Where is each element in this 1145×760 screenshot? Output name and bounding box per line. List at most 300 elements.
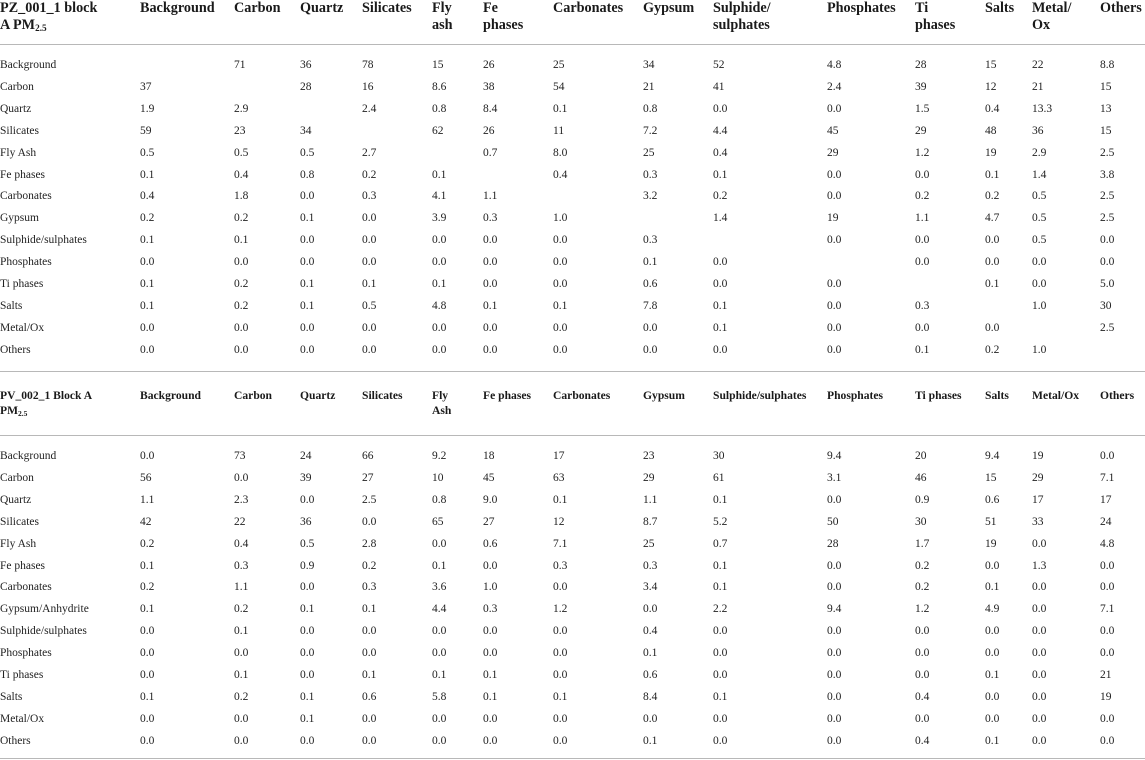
table-cell: 4.9 [985,603,1000,616]
table-cell: 19 [985,537,997,550]
column-header-text: Carbonates [553,0,624,16]
table-title-line1: PZ_001_1 block [0,0,98,16]
table-cell: 12 [553,515,565,528]
table-cell: 0.0 [553,343,568,356]
table-cell: 0.0 [643,321,658,334]
column-header [300,388,335,403]
table-cell: 11 [553,124,565,137]
table-cell: 0.1 [140,168,155,181]
table-cell: 0.2 [234,690,249,703]
column-header-text: Others [1100,0,1142,16]
column-header [915,388,962,403]
column-header [432,388,451,418]
row-label: Quartz [0,102,32,115]
table-cell: 7.1 [1100,603,1115,616]
table-cell: 19 [1032,450,1044,462]
table-cell: 0.0 [915,168,930,181]
table-cell: 0.3 [643,168,658,181]
column-header-text: Fe phases [483,389,531,402]
table-cell: 0.2 [915,581,930,594]
table-cell: 0.1 [300,690,315,703]
table-cell: 0.0 [643,343,658,356]
column-header [234,0,281,17]
column-header-text: Silicates [362,0,412,16]
table-cell: 0.0 [362,712,377,725]
table-cell: 0.0 [300,234,315,247]
table-cell: 41 [713,80,725,93]
table-cell: 0.1 [140,690,155,703]
table-cell: 0.1 [483,299,498,312]
column-header [643,388,685,403]
table-cell: 26 [483,59,495,71]
row-label: Background [0,59,57,71]
table-cell: 0.2 [985,343,1000,356]
column-header-text: phases [483,16,524,33]
table-cell: 0.0 [1100,450,1115,462]
table-cell: 0.5 [300,146,315,159]
table-cell: 0.0 [553,712,568,725]
table-cell: 1.0 [1032,343,1047,356]
table-cell: 0.0 [234,256,249,269]
table-cell: 4.1 [432,190,447,203]
table-cell: 23 [234,124,246,137]
table-cell: 0.0 [827,559,842,572]
table-cell: 0.0 [300,647,315,660]
table-cell: 0.0 [362,625,377,638]
table-cell: 5.2 [713,515,728,528]
table-cell: 0.0 [1032,603,1047,616]
table-cell: 3.4 [643,581,658,594]
table-cell: 0.0 [713,669,728,681]
table-pv-002 [0,373,1145,759]
table-cell: 0.3 [362,190,377,203]
row-label: Silicates [0,124,39,137]
table-cell: 0.1 [140,559,155,572]
table-cell: 22 [234,515,246,528]
table-cell: 0.0 [300,581,315,594]
table-cell: 0.6 [985,493,1000,506]
table-cell: 0.5 [1032,234,1047,247]
table-cell: 0.0 [985,712,1000,725]
table-cell: 0.1 [140,299,155,312]
table-cell: 0.0 [362,515,377,528]
row-label: Carbon [0,471,34,484]
column-header-text: Sulphide/sulphates [713,389,807,402]
table-cell: 0.1 [713,299,728,312]
table-cell: 0.0 [553,647,568,660]
table-cell: 16 [362,80,374,93]
table-cell: 1.4 [1032,168,1047,181]
table-cell: 0.0 [300,734,315,747]
table-cell: 0.0 [300,190,315,203]
table-cell: 0.1 [483,669,498,681]
row-label: Ti phases [0,669,44,681]
table-cell: 0.0 [985,256,1000,269]
table-cell: 0.1 [234,669,249,681]
table-cell: 2.5 [362,493,377,506]
table-cell: 30 [1100,299,1112,312]
table-cell: 2.5 [1100,321,1115,334]
table-cell: 54 [553,80,565,93]
table-cell: 0.0 [362,234,377,247]
table-cell: 8.0 [553,146,568,159]
table-cell: 0.0 [713,625,728,638]
table-cell: 3.9 [432,212,447,225]
column-header-text: Fly [432,389,449,402]
table-cell: 29 [1032,471,1044,484]
table-cell: 9.0 [483,493,498,506]
table-cell: 0.1 [713,559,728,572]
column-header-text: Metal/Ox [1032,389,1080,402]
column-header-text: Gypsum [643,0,695,16]
row-label: Carbon [0,80,34,93]
column-header-text: Carbon [234,0,281,16]
table-cell: 0.1 [713,581,728,594]
table-cell: 0.0 [915,321,930,334]
table-cell: 0.0 [432,256,447,269]
table-cell: 0.1 [362,669,377,681]
column-header [1100,388,1134,403]
table-cell: 0.0 [140,625,155,638]
table-cell: 0.0 [713,647,728,660]
table-title-line2: A PM [0,16,36,33]
table-cell: 0.0 [300,669,315,681]
table-cell: 27 [362,471,374,484]
table-cell: 13 [1100,102,1112,115]
column-header [827,0,896,17]
table-cell: 0.1 [713,168,728,181]
table-cell: 0.0 [140,321,155,334]
table-cell: 0.1 [713,321,728,334]
table-cell: 2.9 [234,102,249,115]
table-cell: 39 [300,471,312,484]
row-label: Carbonates [0,581,52,594]
table-cell: 1.2 [915,603,930,616]
table-cell: 0.0 [234,734,249,747]
row-label: Sulphide/sulphates [0,625,87,638]
table-cell: 17 [1100,493,1112,506]
table-cell: 0.0 [553,581,568,594]
table-cell: 0.3 [483,212,498,225]
table-cell: 15 [985,59,997,71]
row-label: Silicates [0,515,39,528]
table-cell: 0.0 [915,256,930,269]
table-cell: 0.0 [234,712,249,725]
table-cell: 50 [827,515,839,528]
column-header [643,0,694,17]
table-cell: 0.0 [985,690,1000,703]
column-header-text: Quartz [300,0,344,16]
table-cell: 0.0 [1032,256,1047,269]
table-cell: 19 [985,146,997,159]
table-cell: 0.4 [915,734,930,747]
table-cell: 1.9 [140,102,155,115]
table-cell: 0.1 [362,603,377,616]
table-cell: 1.1 [483,190,498,203]
table-cell: 0.0 [915,647,930,660]
table-cell: 0.0 [827,581,842,594]
table-cell: 8.7 [643,515,658,528]
column-header [483,0,523,33]
table-cell: 0.0 [234,321,249,334]
table-cell: 0.0 [1032,647,1047,660]
table-cell: 0.4 [915,690,930,703]
table-cell: 34 [300,124,312,137]
table-cell: 0.0 [1032,690,1047,703]
table-cell: 0.0 [140,343,155,356]
table-cell: 4.8 [827,59,842,71]
table-cell: 0.0 [234,343,249,356]
table-cell: 0.1 [300,712,315,725]
column-header [915,0,955,33]
table-cell: 4.8 [1100,537,1115,550]
table-cell: 2.8 [362,537,377,550]
table-cell: 0.0 [1032,581,1047,594]
table-cell: 0.2 [140,537,155,550]
table-cell: 10 [432,471,444,484]
table-cell: 4.7 [985,212,1000,225]
table-pz-001 [0,0,1145,372]
table-cell: 59 [140,124,152,137]
column-header-text: Fe [483,0,498,16]
column-header-text: Phosphates [827,0,896,16]
table-cell: 8.6 [432,80,447,93]
table-cell: 7.1 [553,537,568,550]
table-cell: 28 [827,537,839,550]
table-cell: 0.0 [713,256,728,269]
table-cell: 12 [985,80,997,93]
table-cell: 2.9 [1032,146,1047,159]
table-cell: 0.0 [827,234,842,247]
table-cell: 0.4 [643,625,658,638]
table-cell: 7.2 [643,124,658,137]
table-cell: 0.1 [713,690,728,703]
table-cell: 0.5 [1032,212,1047,225]
table-cell: 46 [915,471,927,484]
table-cell: 3.2 [643,190,658,203]
table-cell: 0.7 [713,537,728,550]
table-cell: 0.0 [915,234,930,247]
table-cell: 0.0 [140,669,155,681]
table-cell: 3.1 [827,471,842,484]
table-cell: 0.4 [234,537,249,550]
table-cell: 0.0 [1100,734,1115,747]
column-header-text: Salts [985,389,1009,402]
table-cell: 4.4 [432,603,447,616]
column-header [985,388,1009,403]
table-cell: 1.7 [915,537,930,550]
table-cell: 9.4 [827,450,842,462]
table-cell: 0.3 [915,299,930,312]
table-cell: 7.1 [1100,471,1115,484]
row-label: Background [0,450,57,462]
table-cell: 0.1 [985,734,1000,747]
table-cell: 0.0 [300,321,315,334]
column-header-text: Background [140,0,215,16]
row-label: Quartz [0,493,32,506]
column-header-text: Gypsum [643,389,685,402]
table-cell: 17 [553,450,565,462]
table-cell: 0.3 [553,559,568,572]
table-cell: 0.5 [140,146,155,159]
table-cell: 0.1 [553,493,568,506]
table-cell: 30 [915,515,927,528]
table-cell: 0.0 [827,712,842,725]
table-cell: 1.1 [915,212,930,225]
table-cell: 78 [362,59,374,71]
row-label: Sulphide/sulphates [0,234,87,247]
table-cell: 0.2 [362,168,377,181]
table-cell: 0.0 [827,669,842,681]
table-cell: 0.0 [483,559,498,572]
table-cell: 65 [432,515,444,528]
table-cell: 9.4 [985,450,1000,462]
table-cell: 0.1 [915,343,930,356]
table-cell: 0.6 [483,537,498,550]
table-cell: 21 [643,80,655,93]
row-label: Gypsum/Anhydrite [0,603,89,616]
table-cell: 0.0 [432,321,447,334]
column-header [362,388,403,403]
table-cell: 0.0 [300,625,315,638]
table-cell: 0.0 [140,647,155,660]
table-cell: 0.1 [643,734,658,747]
table-cell: 0.2 [234,212,249,225]
row-label: Metal/Ox [0,321,45,334]
table-cell: 0.0 [140,734,155,747]
table-cell: 0.0 [140,712,155,725]
table-cell: 0.0 [985,321,1000,334]
table-cell: 0.1 [140,234,155,247]
table-cell: 0.0 [362,647,377,660]
row-label: Phosphates [0,647,52,660]
table-cell: 0.0 [827,321,842,334]
column-header [713,388,806,403]
table-cell: 42 [140,515,152,528]
table-cell: 5.8 [432,690,447,703]
table-cell: 18 [483,450,495,462]
column-header [827,388,883,403]
table-cell: 0.0 [483,647,498,660]
table-cell: 0.2 [234,603,249,616]
table-cell: 0.0 [827,647,842,660]
table-cell: 1.4 [713,212,728,225]
table-cell: 0.0 [827,190,842,203]
table-cell: 0.0 [1032,734,1047,747]
table-cell: 0.1 [643,647,658,660]
column-header [234,388,272,403]
column-header-text: Carbonates [553,389,611,402]
row-label: Metal/Ox [0,712,45,725]
column-header [432,0,453,33]
table-cell: 0.1 [140,278,155,290]
table-cell: 0.8 [432,493,447,506]
column-header-text: Phosphates [827,389,884,402]
column-header-text: Metal/ [1032,0,1072,16]
table-cell: 0.4 [553,168,568,181]
table-cell: 4.4 [713,124,728,137]
column-header [140,0,215,17]
table-cell: 0.1 [140,603,155,616]
table-cell: 2.3 [234,493,249,506]
table-cell: 0.2 [362,559,377,572]
table-cell: 0.0 [985,625,1000,638]
table-cell: 19 [1100,690,1112,703]
table-bottom-rule [0,758,1145,759]
table-cell: 19 [827,212,839,225]
table-cell: 0.0 [1032,278,1047,290]
table-cell: 15 [985,471,997,484]
table-cell: 1.5 [915,102,930,115]
table-cell: 45 [827,124,839,137]
table-cell: 21 [1032,80,1044,93]
table-cell: 0.4 [985,102,1000,115]
table-cell: 1.1 [234,581,249,594]
table-cell: 0.0 [1100,256,1115,269]
table-cell: 27 [483,515,495,528]
column-header [140,388,201,403]
table-cell: 1.8 [234,190,249,203]
table-cell: 0.0 [362,343,377,356]
table-cell: 0.1 [985,669,1000,681]
row-label: Ti phases [0,278,44,290]
table-title-line1: PV_002_1 Block A [0,389,93,402]
column-header-text: Salts [985,0,1015,16]
table-cell: 0.0 [300,256,315,269]
row-label: Phosphates [0,256,52,269]
column-header-text: sulphates [713,16,770,33]
table-cell: 0.1 [362,278,377,290]
table-cell: 25 [643,146,655,159]
table-cell: 9.2 [432,450,447,462]
column-header-text: Others [1100,389,1135,402]
table-cell: 0.0 [985,559,1000,572]
table-cell: 0.0 [300,343,315,356]
header-bottom-rule [0,44,1145,45]
table-cell: 0.0 [713,102,728,115]
table-cell: 34 [643,59,655,71]
table-cell: 0.1 [432,559,447,572]
table-cell: 0.3 [643,559,658,572]
row-label: Fe phases [0,168,46,181]
table-cell: 0.0 [643,712,658,725]
table-cell: 22 [1032,59,1044,71]
table-cell: 0.1 [432,278,447,290]
table-cell: 29 [643,471,655,484]
table-cell: 3.6 [432,581,447,594]
table-cell: 0.0 [713,343,728,356]
table-cell: 0.0 [553,625,568,638]
table-cell: 9.4 [827,603,842,616]
table-bottom-rule [0,371,1145,372]
row-label: Salts [0,299,23,312]
table-cell: 0.5 [362,299,377,312]
table-cell: 0.1 [643,256,658,269]
table-cell: 48 [985,124,997,137]
column-header [483,388,531,403]
table-cell: 0.0 [1032,669,1047,681]
table-cell: 2.5 [1100,190,1115,203]
table-cell: 0.0 [483,234,498,247]
table-cell: 0.0 [553,734,568,747]
table-cell: 0.0 [553,669,568,681]
table-cell: 0.1 [985,278,1000,290]
column-header-text: Ash [432,404,452,417]
table-cell: 0.4 [713,146,728,159]
column-header-text: Silicates [362,389,403,402]
table-cell: 0.0 [483,625,498,638]
table-cell: 0.1 [432,168,447,181]
